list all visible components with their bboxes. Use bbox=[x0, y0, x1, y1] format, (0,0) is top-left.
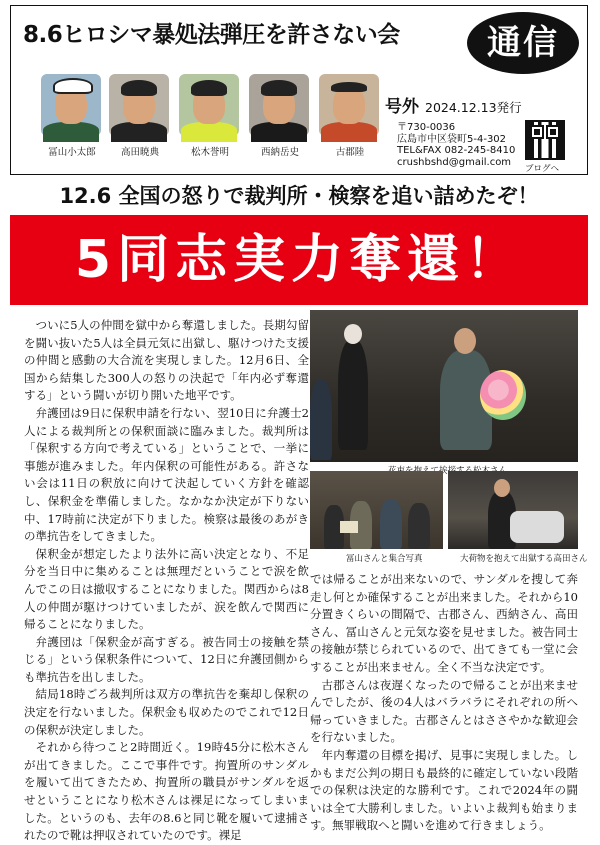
member-portrait bbox=[319, 74, 381, 158]
member-portrait bbox=[41, 74, 103, 158]
qr-code-icon[interactable] bbox=[525, 120, 565, 160]
contact-block bbox=[397, 122, 515, 168]
paragraph: 弁護団は「保釈金が高すぎる。被告同士の接触を禁じる」という保釈条件について、12日に弁護団側からも準抗告を出しました。 bbox=[24, 634, 309, 684]
paragraph: ついに5人の仲間を獄中から奪還しました。長期勾留を闘い抜いた5人は全員元気に出獄し、駆けつけた支援の仲間と感動の大合流を実現しました。12月6日、全国から結集した300人の怒りの決起で「年内必ず奪還する」という闘いが切り開いた地平です。 bbox=[24, 318, 309, 403]
portrait-photo bbox=[109, 74, 169, 136]
headline-banner: 5同志実力奪還！ bbox=[10, 215, 588, 305]
paragraph: 弁護団は9日に保釈申請を行ない、翌10日に弁護士2人による裁判所との保釈面談に臨みました。裁判所は「保釈する方向で考えている」ということで、一挙に事態が進みました。年内保釈の可能性がある。許さない会は11日の釈放に向けて決起していく方針を確認し、保釈金を準備しました。なかなか決定が下りない中、17時前に決定が下りました。検察は最後のあがきの準抗告をしてきました。 bbox=[24, 405, 309, 544]
email: crushbshd@gmail.com bbox=[397, 156, 512, 168]
newsletter-page bbox=[10, 5, 588, 843]
tsushin-logo: 通信 bbox=[467, 12, 579, 74]
paragraph: では帰ることが出来ないので、サンダルを捜して奔走し何とか確保することが出来ました。それから10分置きくらいの間隔で、古郡さん、西納さん、高田さん、冨山さんと元気な姿を見せました。被告同士の接触が禁じられているので、出てきても一堂に会することが出来ません。全く不当な決定です。 bbox=[310, 572, 578, 674]
portrait-photo bbox=[41, 74, 101, 136]
article-column-2 bbox=[310, 571, 578, 833]
tel-fax: TEL&FAX 082-245-8410 bbox=[397, 145, 516, 156]
photo-caption: 冨山さんと集合写真 bbox=[346, 554, 423, 564]
member-portrait bbox=[179, 74, 241, 158]
portrait-photo bbox=[319, 74, 379, 136]
member-name: 高田暁典 bbox=[120, 147, 159, 158]
qr-label: ブログへ bbox=[525, 164, 560, 174]
paragraph: それから待つこと2時間近く。19時45分に松木さんが出てきました。ここで事件です。拘置所のサンダルを履いて出てきたため、拘置所の職員がサンダルを返せということになり松木さんは裸足になってしまいました。というのも、去年の8.6と同じ靴を履いて逮捕されたので靴は押収されていたのです。裸足 bbox=[24, 740, 309, 843]
member-name: 松木誉明 bbox=[190, 147, 229, 158]
photo-group bbox=[310, 471, 443, 549]
subheadline: 12.6 全国の怒りで裁判所・検察を追い詰めたぞ！ bbox=[59, 184, 539, 208]
photo-caption: 大荷物を抱えて出獄する高田さん bbox=[460, 554, 588, 564]
paragraph: 古郡さんは夜遅くなったので帰ることが出来ませんでしたが、後の4人はバラバラにそれぞれの所へ帰っていきました。古郡さんとはささやかな歓迎会を行ないました。 bbox=[310, 677, 578, 745]
postal-code: 〒730-0036 bbox=[397, 122, 456, 133]
paragraph: 結局18時ごろ裁判所は双方の準抗告を棄却し保釈の決定を行ないました。保釈金も収めたのでこれで12日の保釈が決定しました。 bbox=[24, 687, 309, 737]
member-photos bbox=[41, 74, 381, 174]
photo-matsuki-greeting bbox=[310, 310, 578, 462]
member-portrait bbox=[109, 74, 171, 158]
address: 広島市中区袋町5-4-302 bbox=[397, 133, 507, 145]
paragraph: 保釈金が想定したより法外に高い決定となり、不足分を当日中に集めることは無理だということで涙を飲んでこの日は撤収することになりました。関西からは8人の仲間が駆けつけていましたが、涙を飲んで関西に帰ることになりました。 bbox=[24, 546, 309, 632]
issue-info bbox=[385, 92, 522, 117]
member-name: 冨山小太郎 bbox=[48, 147, 96, 158]
issue-label: 号外 bbox=[385, 97, 419, 117]
masthead bbox=[10, 5, 588, 175]
issue-date: 2024.12.13発行 bbox=[425, 100, 522, 115]
member-name: 西納岳史 bbox=[260, 147, 299, 158]
member-name: 古郡陸 bbox=[335, 147, 365, 158]
photo-takada-luggage bbox=[448, 471, 578, 549]
member-portrait bbox=[249, 74, 311, 158]
portrait-photo bbox=[179, 74, 239, 136]
portrait-photo bbox=[249, 74, 309, 136]
paragraph: 年内奪還の目標を掲げ、見事に実現しました。しかもまだ公判の期日も最終的に確定していない段階での保釈は決定的な勝利です。これで2024年の闘いは全て大勝利しました。いよいよ裁判も始まります。無罪戦取へと闘いを進めて行きましょう。 bbox=[310, 747, 578, 833]
article-column-1 bbox=[24, 317, 309, 843]
newsletter-title: 8.6ヒロシマ暴処法弾圧を許さない会 bbox=[23, 22, 400, 48]
